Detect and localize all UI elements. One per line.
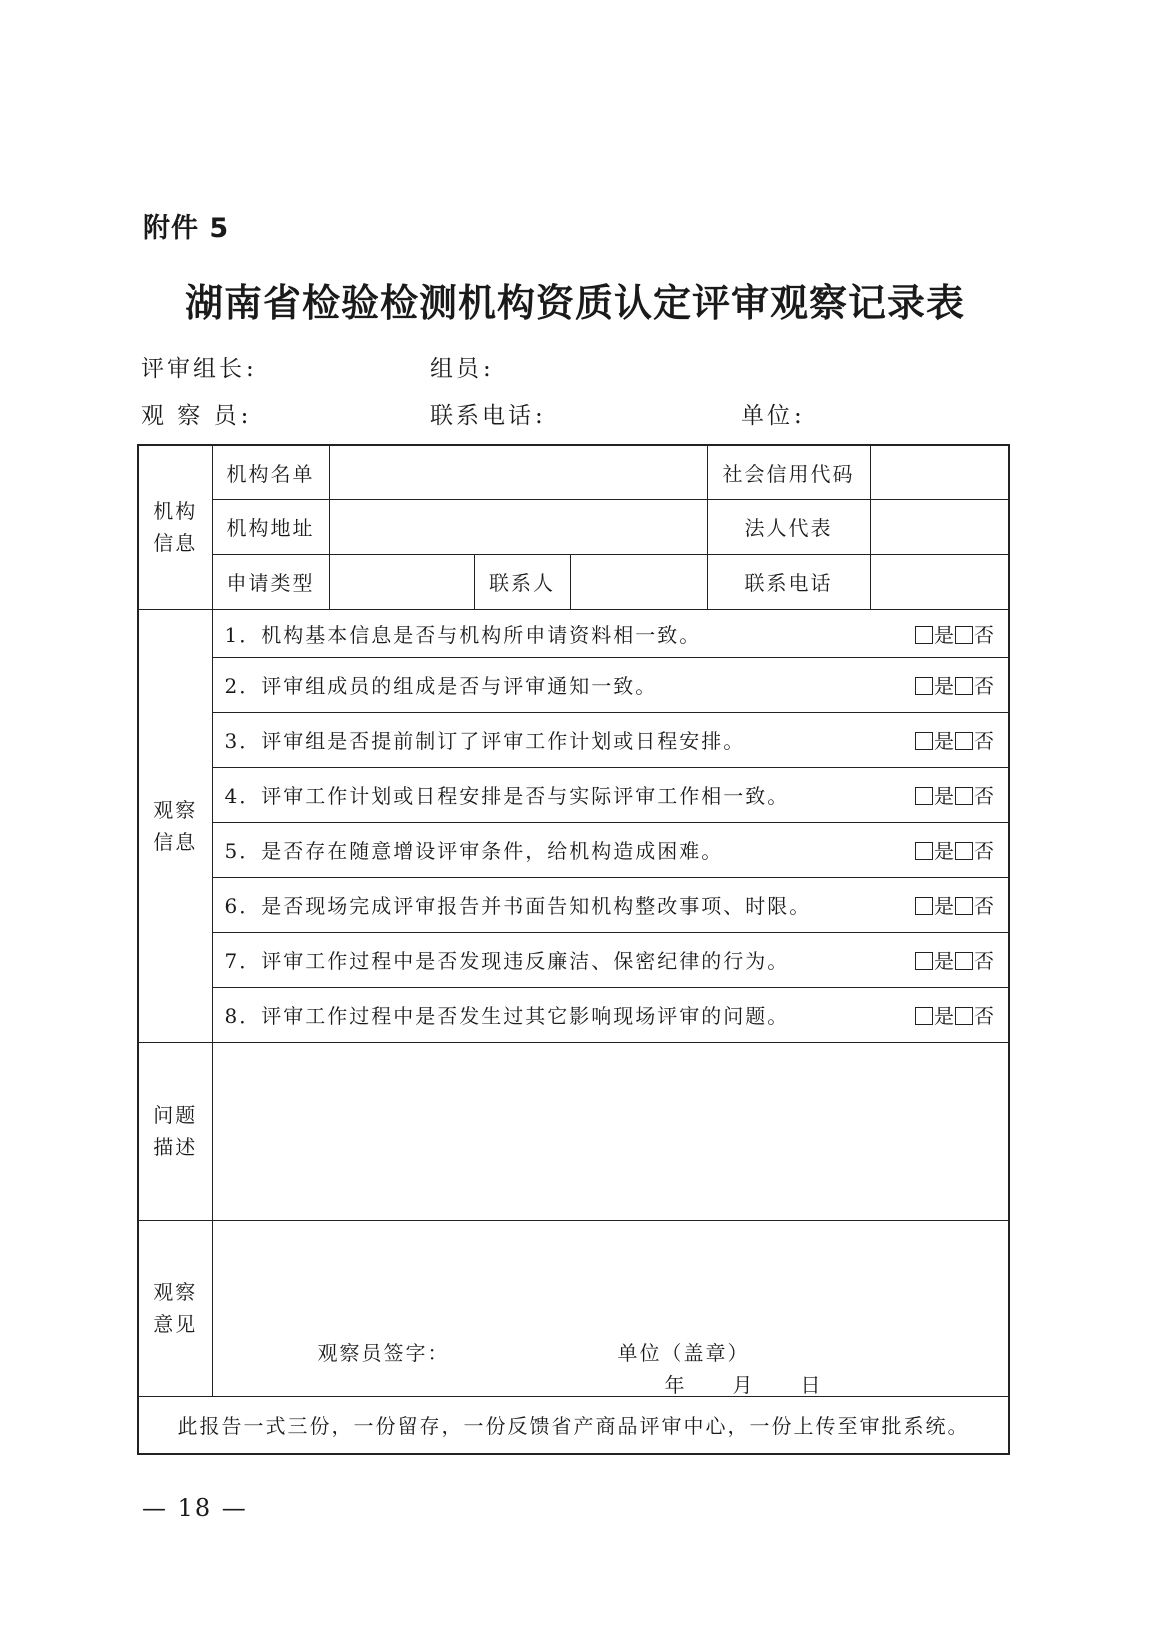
observation-item: 2．评审组成员的组成是否与评审通知一致。 是 否: [212, 657, 1009, 712]
observation-record-table: [137, 444, 1010, 1455]
unit-seal-label: 单位（盖章）: [617, 1340, 750, 1365]
checkbox-icon: [915, 1007, 933, 1025]
opinion-field[interactable]: [212, 1220, 1009, 1396]
contact-phone-value[interactable]: [870, 554, 1009, 609]
phone-field: 联系电话:: [430, 403, 546, 429]
org-address-value[interactable]: [329, 499, 707, 554]
org-name-label: 机构名单: [212, 445, 329, 499]
contact-phone-label: 联系电话: [707, 554, 870, 609]
apply-type-value[interactable]: [329, 554, 474, 609]
yes-no-checkbox[interactable]: 是 否: [914, 780, 994, 809]
yes-no-checkbox[interactable]: 是 否: [914, 835, 994, 864]
yes-no-checkbox[interactable]: 是 否: [914, 890, 994, 919]
contact-value[interactable]: [570, 554, 707, 609]
problem-description-field[interactable]: [212, 1042, 1009, 1220]
credit-code-value[interactable]: [870, 445, 1009, 499]
observation-item: 3．评审组是否提前制订了评审工作计划或日程安排。 是 否: [212, 712, 1009, 767]
date-line: 年 月 日: [664, 1372, 823, 1397]
contact-label: 联系人: [474, 554, 570, 609]
leader-field: 评审组长:: [141, 356, 257, 382]
observation-item: 5．是否存在随意增设评审条件，给机构造成困难。 是 否: [212, 822, 1009, 877]
apply-type-label: 申请类型: [212, 554, 329, 609]
unit-label: 单位: [741, 403, 793, 429]
problem-section-label: 问题 描述: [138, 1042, 212, 1220]
phone-label: 联系电话: [430, 403, 534, 429]
yes-no-checkbox[interactable]: 是 否: [914, 725, 994, 754]
yes-no-checkbox[interactable]: 是 否: [914, 1000, 994, 1029]
page-number: — 18 —: [142, 1494, 248, 1522]
checkbox-icon: [955, 1007, 973, 1025]
yes-no-checkbox[interactable]: 是 否: [914, 670, 994, 699]
checkbox-icon: [915, 787, 933, 805]
footer-note: 此报告一式三份，一份留存，一份反馈省产商品评审中心，一份上传至审批系统。: [138, 1396, 1009, 1454]
observer-field: 观 察 员:: [141, 403, 252, 429]
opinion-section-label: 观察 意见: [138, 1220, 212, 1396]
org-info-section-label: 机构 信息: [138, 445, 212, 609]
page-title: 湖南省检验检测机构资质认定评审观察记录表: [184, 281, 965, 325]
observer-label: 观 察 员: [141, 403, 240, 429]
org-address-label: 机构地址: [212, 499, 329, 554]
checkbox-icon: [915, 626, 933, 644]
yes-no-checkbox[interactable]: 是 否: [914, 619, 994, 648]
observation-item: 1．机构基本信息是否与机构所申请资料相一致。 是 否: [212, 609, 1009, 657]
org-name-value[interactable]: [329, 445, 707, 499]
checkbox-icon: [915, 897, 933, 915]
checkbox-icon: [955, 952, 973, 970]
attachment-label: 附件 5: [143, 213, 230, 244]
observation-section-label: 观察 信息: [138, 609, 212, 1042]
member-label: 组员: [430, 356, 482, 382]
yes-no-checkbox[interactable]: 是 否: [914, 945, 994, 974]
checkbox-icon: [915, 842, 933, 860]
checkbox-icon: [915, 952, 933, 970]
legal-rep-label: 法人代表: [707, 499, 870, 554]
checkbox-icon: [915, 732, 933, 750]
checkbox-icon: [955, 732, 973, 750]
checkbox-icon: [955, 626, 973, 644]
legal-rep-value[interactable]: [870, 499, 1009, 554]
checkbox-icon: [915, 677, 933, 695]
checkbox-icon: [955, 677, 973, 695]
unit-field: 单位:: [741, 403, 805, 429]
checkbox-icon: [955, 842, 973, 860]
observation-item: 6．是否现场完成评审报告并书面告知机构整改事项、时限。 是 否: [212, 877, 1009, 932]
credit-code-label: 社会信用代码: [707, 445, 870, 499]
observation-item: 8．评审工作过程中是否发生过其它影响现场评审的问题。 是 否: [212, 987, 1009, 1042]
member-field: 组员:: [430, 356, 494, 382]
leader-label: 评审组长: [141, 356, 245, 382]
signature-label: 观察员签字：: [317, 1340, 450, 1365]
observation-item: 7．评审工作过程中是否发现违反廉洁、保密纪律的行为。 是 否: [212, 932, 1009, 987]
observation-item: 4．评审工作计划或日程安排是否与实际评审工作相一致。 是 否: [212, 767, 1009, 822]
checkbox-icon: [955, 897, 973, 915]
checkbox-icon: [955, 787, 973, 805]
